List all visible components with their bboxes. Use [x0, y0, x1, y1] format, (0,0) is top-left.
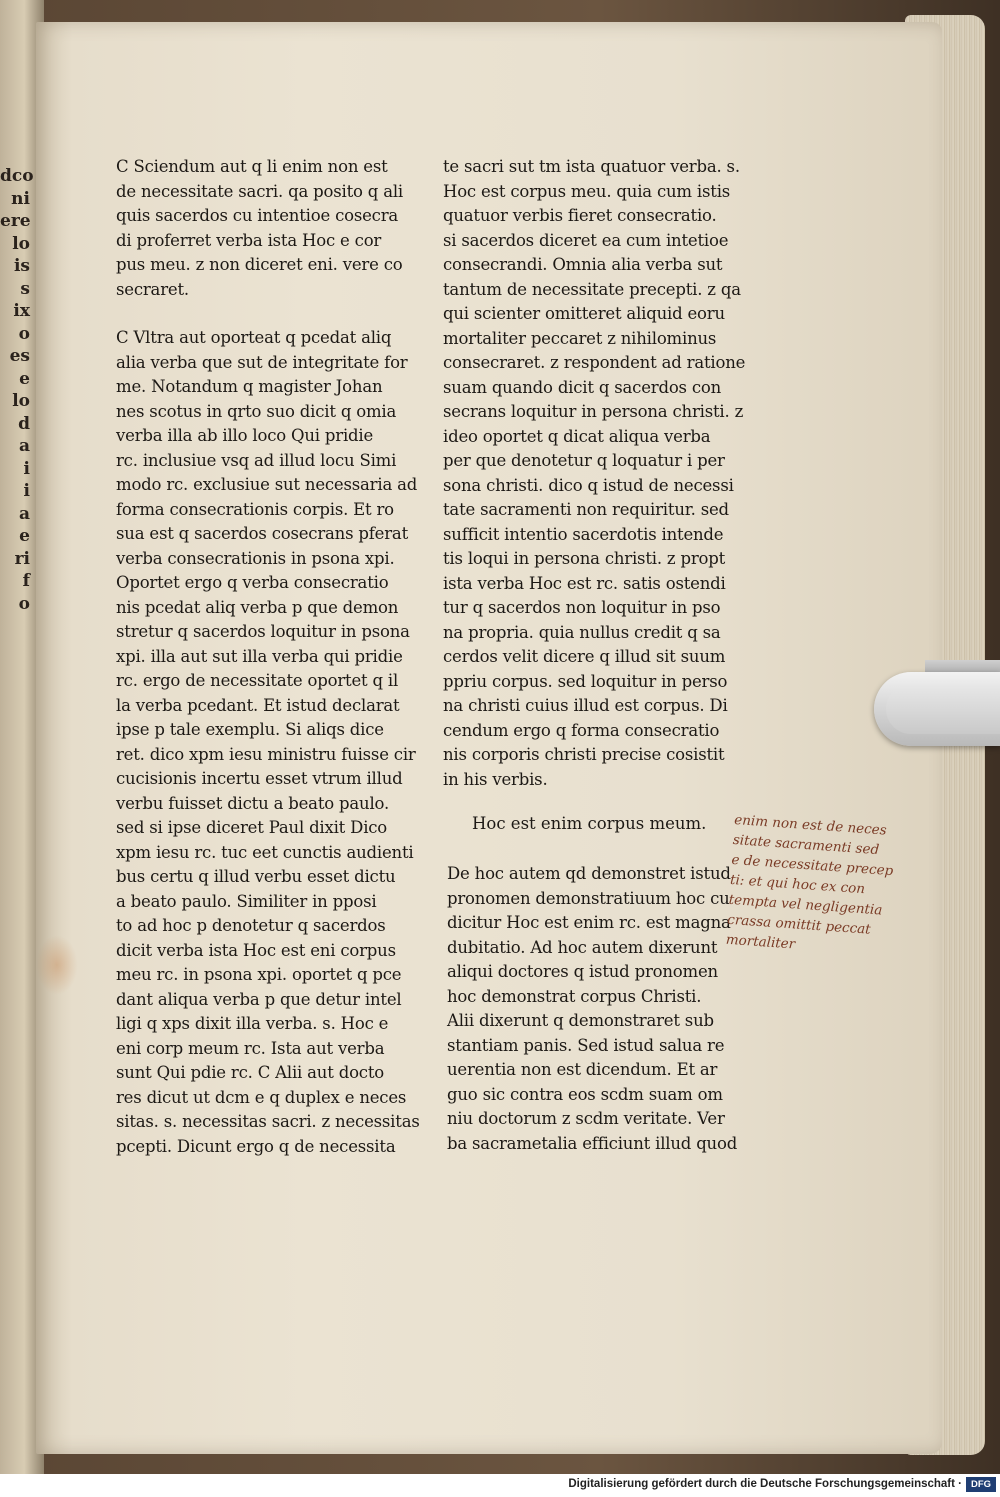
- text-line: cendum ergo q forma consecratio: [443, 720, 720, 740]
- facing-page-fragment: ni: [11, 188, 30, 209]
- margin-note-line: crassa omittit peccat: [726, 911, 872, 938]
- left-paragraph-2: [116, 326, 420, 1159]
- text-line: dicitur Hoc est enim rc. est magna: [447, 913, 731, 932]
- facing-page-fragment: e: [19, 368, 30, 389]
- paper-stain: [36, 935, 78, 995]
- text-line: pus meu. z non diceret eni. vere co: [116, 255, 403, 274]
- text-line: ret. dico xpm iesu ministru fuisse cir: [116, 744, 416, 764]
- footer-bar: [0, 1474, 1000, 1497]
- text-line: sona christi. dico q istud de necessi: [443, 475, 734, 495]
- text-line: per que denotetur q loquatur i per: [443, 451, 725, 470]
- text-line: tate sacramenti non requiritur. sed: [443, 500, 729, 519]
- text-line: ba sacrametalia efficiunt illud quod: [447, 1133, 738, 1153]
- facing-page-fragment: e: [19, 526, 30, 546]
- right-text-column-lower: [447, 862, 737, 1156]
- right-paragraph-1: [443, 155, 745, 792]
- text-line: suam quando dicit q sacerdos con: [443, 377, 722, 397]
- dfg-logo: DFG: [966, 1477, 996, 1492]
- text-line: dant aliqua verba p que detur intel: [116, 989, 402, 1009]
- facing-page-fragment: f: [22, 571, 30, 591]
- text-line: la verba pcedant. Et istud declarat: [116, 695, 400, 715]
- text-line: si sacerdos diceret ea cum intetioe: [443, 230, 729, 250]
- text-line: dubitatio. Ad hoc autem dixerunt: [447, 937, 718, 957]
- facing-page-fragment: ri: [14, 548, 30, 569]
- text-line: tis loqui in persona christi. z propt: [443, 549, 726, 568]
- text-line: qui scienter omitteret aliquid eoru: [443, 304, 725, 323]
- text-line: sunt Qui pdie rc. C Alii aut docto: [116, 1063, 385, 1082]
- text-line: na propria. quia nullus credit q sa: [443, 622, 721, 642]
- text-line: uerentia non est dicendum. Et ar: [447, 1060, 718, 1079]
- text-line: to ad hoc p denotetur q sacerdos: [116, 916, 386, 935]
- margin-note-line: enim non est de neces: [733, 811, 888, 839]
- text-line: mortaliter peccaret z nihilominus: [443, 328, 717, 348]
- text-line: consecrandi. Omnia alia verba sut: [443, 255, 723, 274]
- text-line: C Vltra aut oporteat q pcedat aliq: [116, 328, 392, 347]
- text-line: ipse p tale exemplu. Si aliqs dice: [116, 720, 384, 739]
- facing-page-fragment: a: [18, 503, 30, 524]
- facing-page-fragment: ere: [0, 211, 31, 231]
- left-text-column: [116, 155, 420, 1159]
- handwritten-margin-note: [725, 810, 896, 961]
- text-line: in his verbis.: [443, 769, 548, 789]
- text-line: aliqui doctores q istud pronomen: [447, 962, 718, 981]
- text-line: xpi. illa aut sut illa verba qui pridie: [116, 646, 403, 666]
- text-line: stretur q sacerdos loquitur in psona: [116, 622, 410, 641]
- text-line: cucisionis incertu esset vtrum illud: [116, 769, 403, 788]
- facing-page-fragment: i: [23, 458, 30, 479]
- text-line: sua est q sacerdos cosecrans pferat: [116, 524, 408, 543]
- facing-page-fragment: o: [18, 593, 30, 614]
- text-line: quatuor verbis fieret consecratio.: [443, 206, 717, 225]
- facing-page-fragment: a: [18, 436, 30, 456]
- text-line: na christi cuius illud est corpus. Di: [443, 696, 728, 715]
- text-line: verba consecrationis in psona xpi.: [116, 548, 395, 568]
- text-line: forma consecrationis corpis. Et ro: [116, 499, 394, 519]
- text-line: niu doctorum z scdm veritate. Ver: [447, 1109, 725, 1128]
- text-line: consecraret. z respondent ad ratione: [443, 353, 746, 372]
- text-line: sed si ipse diceret Paul dixit Dico: [116, 818, 388, 837]
- left-paragraph-1: [116, 155, 420, 302]
- text-line: nes scotus in qrto suo dicit q omia: [116, 401, 397, 421]
- right-paragraph-2: [447, 862, 737, 1156]
- text-line: Oportet ergo q verba consecratio: [116, 573, 389, 592]
- text-line: tantum de necessitate precepti. z qa: [443, 279, 741, 299]
- facing-page-fragment: ix: [13, 301, 30, 321]
- text-line: verba illa ab illo loco Qui pridie: [116, 426, 374, 445]
- text-line: verbu fuisset dictu a beato paulo.: [116, 793, 390, 813]
- text-line: hoc demonstrat corpus Christi.: [447, 986, 702, 1006]
- margin-note-line: ti: et qui hoc ex con: [729, 871, 866, 898]
- text-line: Alii dixerunt q demonstraret sub: [447, 1011, 714, 1030]
- text-line: stantiam panis. Sed istud salua re: [447, 1035, 725, 1055]
- text-line: de necessitate sacri. qa posito q ali: [116, 181, 403, 201]
- facing-page-fragment: i: [23, 481, 30, 501]
- text-line: meu rc. in psona xpi. oportet q pce: [116, 965, 402, 984]
- margin-note-line: mortaliter: [725, 931, 796, 953]
- text-line: ista verba Hoc est rc. satis ostendi: [443, 573, 726, 593]
- text-line: C Sciendum aut q li enim non est: [116, 157, 388, 176]
- text-line: nis corporis christi precise cosistit: [443, 745, 725, 764]
- text-line: secrans loquitur in persona christi. z: [443, 402, 744, 421]
- text-line: tur q sacerdos non loquitur in pso: [443, 598, 721, 617]
- text-line: eni corp meum rc. Ista aut verba: [116, 1038, 385, 1058]
- facing-page-fragment: d: [18, 413, 30, 434]
- text-line: rc. ergo de necessitate oportet q il: [116, 671, 399, 690]
- text-line: secraret.: [116, 279, 189, 299]
- facing-page-fragment: s: [20, 278, 30, 299]
- text-line: De hoc autem qd demonstret istud: [447, 864, 731, 883]
- text-line: quis sacerdos cu intentioe cosecra: [116, 206, 399, 225]
- margin-note-line: tempta vel negligentia: [728, 891, 883, 919]
- text-line: sufficit intentio sacerdotis intende: [443, 524, 724, 544]
- page-clip-highlight: [886, 684, 1000, 734]
- facing-page-fragment: is: [13, 256, 30, 276]
- text-line: te sacri sut tm ista quatuor verba. s.: [443, 157, 740, 176]
- facing-page-fragment: dco: [0, 166, 34, 186]
- funding-notice: Digitalisierung gefördert durch die Deutsche Forschungsgemeinschaft ·: [568, 1478, 962, 1490]
- text-line: dicit verba ista Hoc est eni corpus: [116, 940, 396, 960]
- text-line: rc. inclusiue vsq ad illud locu Simi: [116, 450, 397, 470]
- text-line: di proferret verba ista Hoc e cor: [116, 230, 382, 250]
- text-line: cerdos velit dicere q illud sit suum: [443, 647, 726, 666]
- facing-page-fragment: es: [9, 346, 30, 366]
- text-line: nis pcedat aliq verba p que demon: [116, 597, 399, 617]
- text-line: ideo oportet q dicat aliqua verba: [443, 426, 711, 446]
- text-line: bus certu q illud verbu esset dictu: [116, 867, 396, 886]
- text-line: ppriu corpus. sed loquitur in perso: [443, 671, 728, 691]
- text-line: xpm iesu rc. tuc eet cunctis audienti: [116, 842, 414, 862]
- text-line: modo rc. exclusiue sut necessaria ad: [116, 475, 418, 494]
- text-line: sitas. s. necessitas sacri. z necessitas: [116, 1112, 420, 1131]
- text-line: a beato paulo. Similiter in pposi: [116, 891, 377, 911]
- text-line: Hoc est corpus meu. quia cum istis: [443, 181, 731, 201]
- right-text-column: [443, 155, 745, 792]
- margin-note-line: sitate sacramenti sed: [732, 831, 880, 859]
- text-line: guo sic contra eos scdm suam om: [447, 1084, 723, 1104]
- facing-page-fragment: lo: [12, 233, 30, 254]
- text-line: pcepti. Dicunt ergo q de necessita: [116, 1136, 396, 1156]
- section-heading: Hoc est enim corpus meum.: [472, 814, 707, 833]
- text-line: pronomen demonstratiuum hoc cu: [447, 888, 730, 908]
- facing-page-fragment: o: [18, 323, 30, 344]
- text-line: me. Notandum q magister Johan: [116, 377, 383, 396]
- text-line: ligi q xps dixit illa verba. s. Hoc e: [116, 1014, 389, 1033]
- text-line: res dicut ut dcm e q duplex e neces: [116, 1087, 407, 1107]
- facing-page-fragment: lo: [12, 391, 30, 411]
- margin-note-line: e de necessitate precep: [730, 851, 894, 880]
- text-line: alia verba que sut de integritate for: [116, 352, 408, 372]
